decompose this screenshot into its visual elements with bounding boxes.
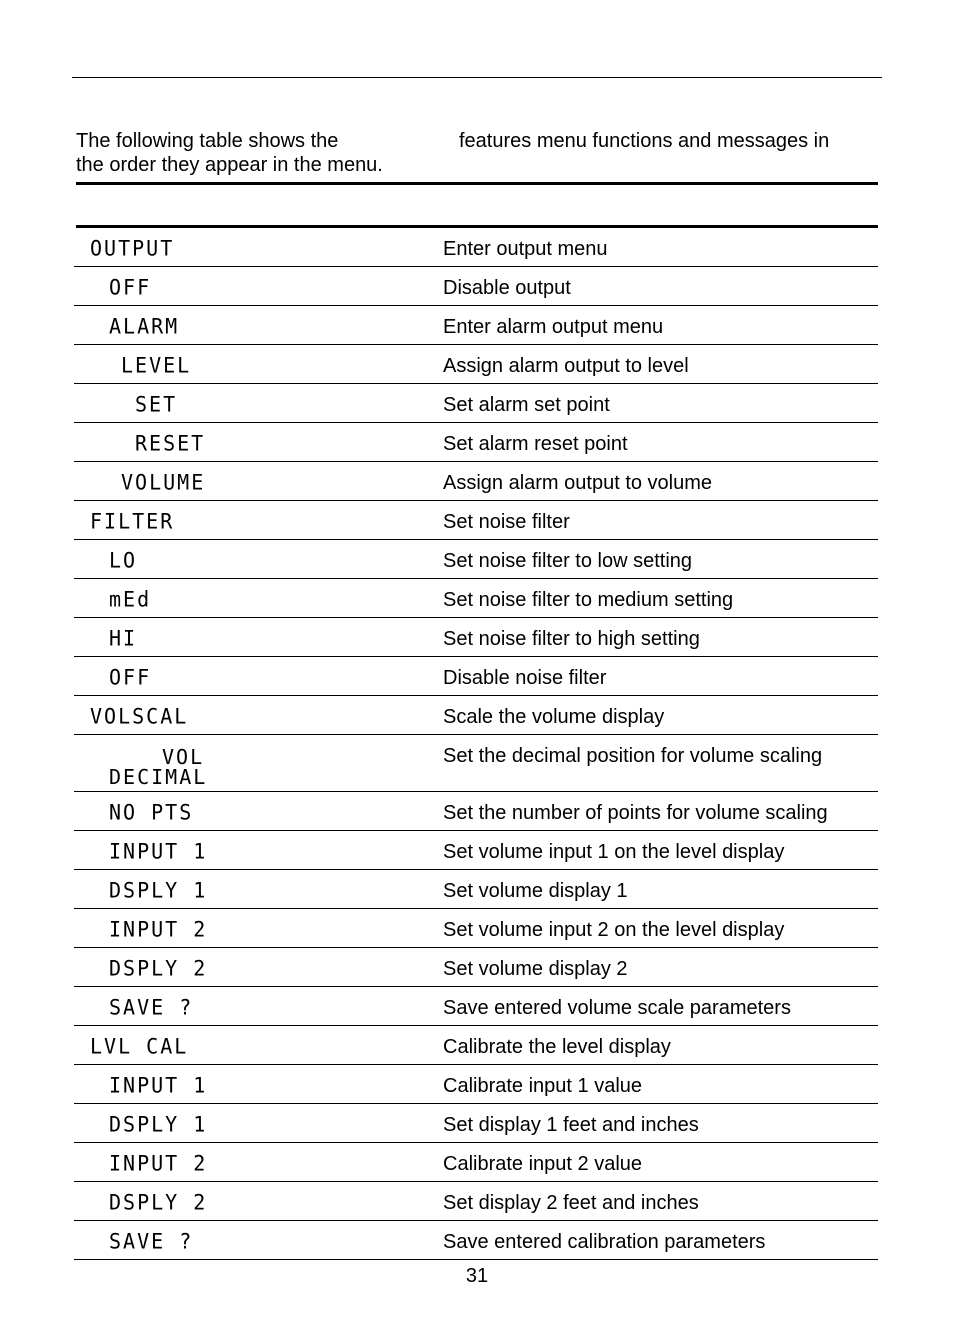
row-description: Calibrate the level display — [443, 1026, 878, 1065]
lcd-code: mEd — [109, 585, 152, 612]
table-row — [74, 540, 878, 579]
lcd-code: HI — [109, 624, 138, 651]
lcd-code: LO — [109, 546, 138, 573]
lcd-code: DSPLY 2 — [109, 1188, 208, 1215]
row-description: Set noise filter to low setting — [443, 540, 878, 579]
table-row — [74, 870, 878, 909]
section-rule — [76, 182, 878, 185]
lcd-code: ALARM — [109, 312, 180, 339]
lcd-code: SET — [135, 390, 178, 417]
row-description: Set alarm reset point — [443, 423, 878, 462]
table-row — [74, 462, 878, 501]
table-row — [74, 657, 878, 696]
lcd-code: DSPLY 1 — [109, 1110, 208, 1137]
header-rule — [72, 77, 882, 78]
row-description: Set noise filter to high setting — [443, 618, 878, 657]
row-description: Enter output menu — [443, 228, 878, 267]
table-row — [74, 948, 878, 987]
lcd-code: FILTER — [90, 507, 175, 534]
table-row — [74, 384, 878, 423]
lcd-code: OFF — [109, 273, 152, 300]
table-row — [74, 1026, 878, 1065]
lcd-code: INPUT 1 — [109, 1071, 208, 1098]
table-row — [74, 306, 878, 345]
lcd-code: OFF — [109, 663, 152, 690]
table-row — [74, 792, 878, 831]
lcd-code: INPUT 2 — [109, 1149, 208, 1176]
table-row — [74, 1104, 878, 1143]
lcd-code: DSPLY 2 — [109, 954, 208, 981]
table-row — [74, 909, 878, 948]
row-description: Set the number of points for volume scaling — [443, 792, 878, 831]
lcd-code: INPUT 1 — [109, 837, 208, 864]
row-description: Calibrate input 2 value — [443, 1143, 878, 1182]
table-row — [74, 1065, 878, 1104]
lcd-code: INPUT 2 — [109, 915, 208, 942]
table-row — [74, 987, 878, 1026]
table-row — [74, 228, 878, 267]
row-description: Set the decimal position for volume scaling — [443, 735, 878, 792]
page-number: 31 — [465, 1265, 489, 1287]
lcd-code: OUTPUT — [90, 234, 175, 261]
table-row — [74, 831, 878, 870]
table-row — [74, 423, 878, 462]
table-row — [74, 501, 878, 540]
row-description: Disable noise filter — [443, 657, 878, 696]
row-description: Set noise filter — [443, 501, 878, 540]
table-row — [74, 696, 878, 735]
lcd-code: VOLUME — [121, 468, 206, 495]
lcd-code: SAVE ? — [109, 1227, 194, 1254]
table-row — [74, 345, 878, 384]
row-description: Set display 2 feet and inches — [443, 1182, 878, 1221]
table-row — [74, 579, 878, 618]
row-description: Set volume input 1 on the level display — [443, 831, 878, 870]
row-description: Save entered volume scale parameters — [443, 987, 878, 1026]
intro-text-part1: The following table shows the — [76, 130, 339, 152]
row-description: Set display 1 feet and inches — [443, 1104, 878, 1143]
lcd-code-bottom: DECIMAL — [109, 765, 208, 789]
row-description: Enter alarm output menu — [443, 306, 878, 345]
intro-text-part3: the order they appear in the menu. — [76, 154, 383, 176]
row-description: Scale the volume display — [443, 696, 878, 735]
row-description: Save entered calibration parameters — [443, 1221, 878, 1260]
lcd-code-top: VOL — [162, 745, 205, 769]
row-description: Assign alarm output to volume — [443, 462, 878, 501]
row-description: Set volume display 1 — [443, 870, 878, 909]
lcd-code: NO PTS — [109, 798, 194, 825]
table-row — [74, 618, 878, 657]
lcd-code: DSPLY 1 — [109, 876, 208, 903]
row-description: Calibrate input 1 value — [443, 1065, 878, 1104]
lcd-code: VOLSCAL — [90, 702, 189, 729]
table-row — [74, 735, 878, 792]
row-description: Assign alarm output to level — [443, 345, 878, 384]
row-description: Set volume input 2 on the level display — [443, 909, 878, 948]
table-row — [74, 1182, 878, 1221]
lcd-code: SAVE ? — [109, 993, 194, 1020]
intro-text-part2: features menu functions and messages in — [459, 130, 830, 152]
table-row — [74, 1143, 878, 1182]
lcd-code: LVL CAL — [90, 1032, 189, 1059]
table-row — [74, 267, 878, 306]
row-description: Set noise filter to medium setting — [443, 579, 878, 618]
menu-table — [74, 228, 878, 1260]
lcd-code: RESET — [135, 429, 206, 456]
row-description: Disable output — [443, 267, 878, 306]
table-row — [74, 1221, 878, 1260]
lcd-code: LEVEL — [121, 351, 192, 378]
row-description: Set alarm set point — [443, 384, 878, 423]
row-description: Set volume display 2 — [443, 948, 878, 987]
